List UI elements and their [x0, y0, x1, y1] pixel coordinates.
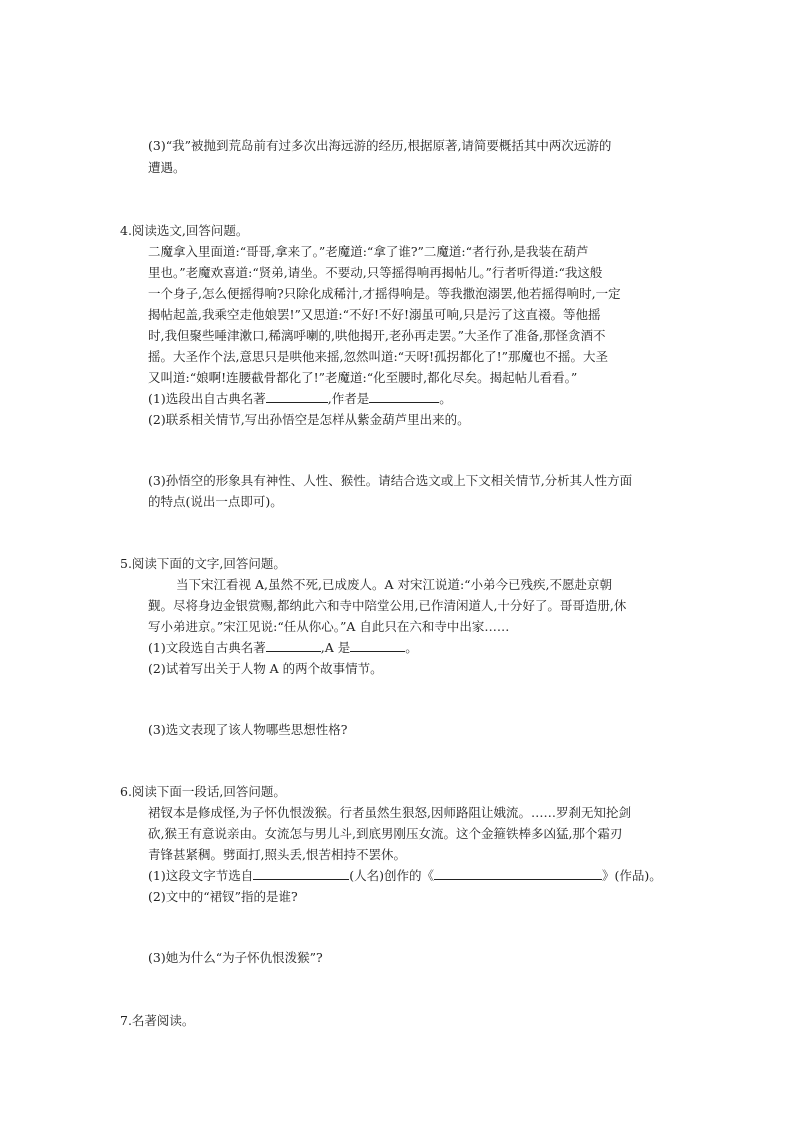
- q5-sub1-text-a: (1)文段选自古典名著: [148, 640, 266, 655]
- q5-sub1-text-c: 。: [405, 640, 418, 655]
- q4-sub1: [148, 391, 452, 407]
- q4-sub1-text-b: ,作者是: [327, 391, 370, 406]
- q5-person-blank[interactable]: [350, 640, 405, 652]
- q6-sub1: [148, 868, 662, 884]
- q4-sub2: (2)联系相关情节,写出孙悟空是怎样从紫金葫芦里出来的。: [148, 412, 470, 427]
- q5-sub1: [148, 640, 418, 656]
- q4-passage-line: 揭帖起盖,我乘空走他娘罢!”又思道:“不好!不好!溺虽可响,只是污了这直裰。等他摇: [148, 307, 601, 322]
- q4-book-blank[interactable]: [266, 391, 328, 403]
- q4-sub3-line1: (3)孙悟空的形象具有神性、人性、猴性。请结合选文或上下文相关情节,分析其人性方面: [148, 473, 633, 488]
- q4-passage-line: 里也。”老魔欢喜道:“贤弟,请坐。不要动,只等摇得响再揭帖儿。”行者听得道:“我这般: [148, 265, 603, 280]
- q4-passage-line: 摇。大圣作个法,意思只是哄他来摇,忽然叫道:“天呀!孤拐都化了!”那魔也不摇。大圣: [148, 349, 608, 364]
- q5-passage-line: 写小弟进京。”宋江见说:“任从你心。”A 自此只在六和寺中出家……: [148, 619, 510, 634]
- q3-sub3-line2: 遭遇。: [148, 160, 186, 175]
- q5-heading: 5.阅读下面的文字,回答问题。: [120, 556, 286, 571]
- q4-passage-line: 二魔拿入里面道:“哥哥,拿来了。”老魔道:“拿了谁?”二魔道:“者行孙,是我装在葫芦: [148, 244, 589, 259]
- q4-passage-line: 又叫道:“娘啊!连腰截骨都化了!”老魔道:“化至腰时,都化尽矣。揭起帖儿看看。”: [148, 370, 578, 385]
- q7-heading: 7.名著阅读。: [120, 1013, 195, 1028]
- q6-passage-line: 砍,猴王有意说亲由。女流怎与男儿斗,到底男刚压女流。这个金箍铁棒多凶猛,那个霜刃: [148, 826, 623, 841]
- q6-sub2: (2)文中的“裙钗”指的是谁?: [148, 889, 298, 904]
- q6-sub1-text-b: (人名)创作的《: [349, 868, 434, 883]
- q4-sub1-text-c: 。: [439, 391, 452, 406]
- q4-heading: 4.阅读选文,回答问题。: [120, 223, 249, 238]
- q6-passage-line: 裙钗本是修成怪,为子怀仇恨泼猴。行者虽然生狠怒,因师路阻让娥流。……罗刹无知抡剑: [148, 805, 631, 820]
- q4-passage-line: 一个身子,怎么便摇得响?只除化成稀汁,才摇得响是。等我撒泡溺罢,他若摇得响时,一定: [148, 286, 621, 301]
- q5-book-blank[interactable]: [266, 640, 321, 652]
- q6-author-blank[interactable]: [253, 868, 349, 880]
- q6-sub1-text-a: (1)这段文字节选自: [148, 868, 254, 883]
- q4-sub3-line2: 的特点(说出一点即可)。: [148, 494, 283, 509]
- q6-passage-line: 青锋甚紧稠。劈面打,照头丢,恨苦相持不罢休。: [148, 847, 406, 862]
- q5-sub1-text-b: ,A 是: [320, 640, 351, 655]
- q5-sub2: (2)试着写出关于人物 A 的两个故事情节。: [148, 661, 383, 676]
- q4-passage-line: 时,我但聚些唾津漱口,稀漓呼喇的,哄他揭开,老孙再走罢。”大圣作了准备,那怪贪酒不: [148, 328, 606, 343]
- q6-sub1-text-c: 》(作品)。: [601, 868, 662, 883]
- q6-sub3: (3)她为什么“为子怀仇恨泼猴”?: [148, 950, 323, 965]
- q5-sub3: (3)选文表现了该人物哪些思想性格?: [148, 722, 348, 737]
- q3-sub3-line1: (3)“我”被抛到荒岛前有过多次出海远游的经历,根据原著,请简要概括其中两次远游的: [148, 138, 612, 153]
- q6-heading: 6.阅读下面一段话,回答问题。: [120, 784, 286, 799]
- q6-work-blank[interactable]: [434, 868, 602, 880]
- q5-passage-line: 觐。尽将身边金银赏赐,都纳此六和寺中陪堂公用,已作清闲道人,十分好了。哥哥造册,休: [148, 598, 627, 613]
- q5-passage-line: 当下宋江看视 A,虽然不死,已成废人。A 对宋江说道:“小弟今已残疾,不愿赴京朝: [176, 577, 613, 592]
- q4-author-blank[interactable]: [369, 391, 439, 403]
- q4-sub1-text-a: (1)选段出自古典名著: [148, 391, 266, 406]
